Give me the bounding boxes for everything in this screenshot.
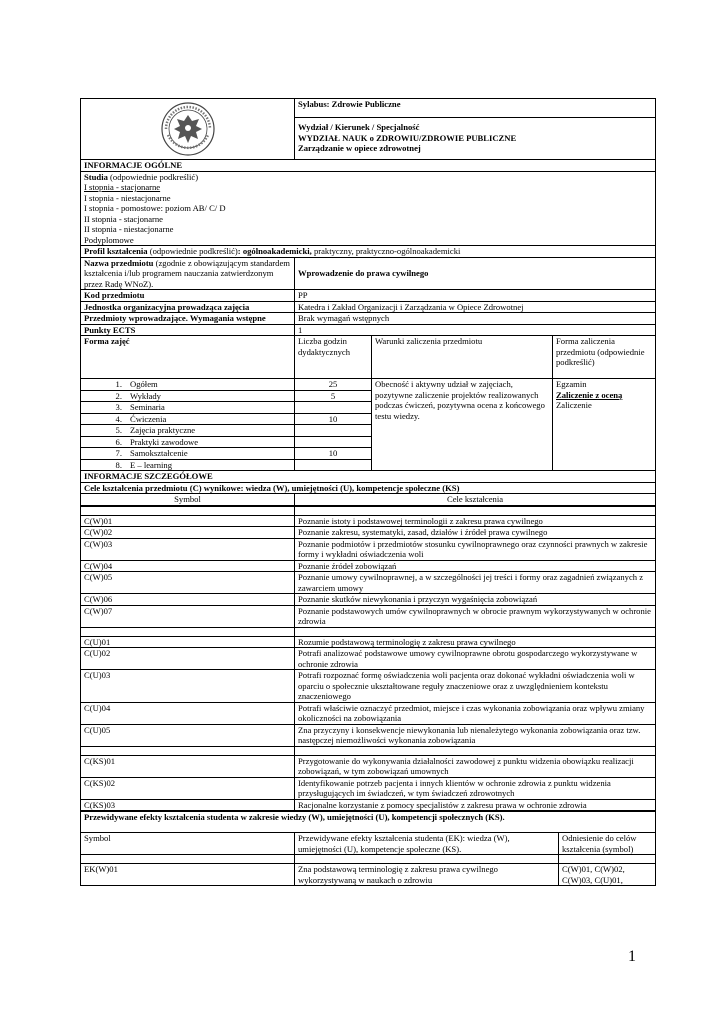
nazwa-note: (zgodnie z obowiązującym standardem kształcenia i/lub programem nauczania zatwierdzonym przez Radę WNoZ). (84, 257, 290, 289)
goal-symbol: C(U)04 (81, 702, 295, 724)
ects-value: 1 (295, 324, 656, 336)
goal-row (81, 648, 656, 670)
forma-label: Forma zajęć (81, 336, 295, 379)
forma-row-number: 3. (115, 402, 122, 412)
goal-text: Potrafi rozpoznać formę oświadczenia woli pacjenta oraz dokonać wykładni oświadczenia woli w oparciu o społecznie ukształtowane reguły znaczeniowe oraz z uwzględnieniem kontekstu znaczeniowego (295, 670, 656, 703)
syllabus-document (80, 98, 655, 886)
forma-row-hours: 10 (295, 448, 372, 460)
forma-row-name: Ćwiczenia (130, 413, 167, 424)
goal-symbol: C(W)07 (81, 605, 295, 627)
effects-table (80, 811, 656, 886)
kod-value: PP (295, 290, 656, 302)
wymagania-label: Przedmioty wprowadzające. Wymagania wstępne (81, 313, 295, 325)
goal-symbol: C(KS)02 (81, 777, 295, 799)
effects-desc-header: Przewidywane efekty kształcenia studenta (EK): wiedza (W), umiejętności (U), kompetencje społeczne (KS). (295, 833, 559, 855)
forma-row-number: 8. (115, 459, 122, 470)
forma-row-name: E – learning (130, 459, 172, 470)
goal-row (81, 605, 656, 627)
profil-rest: praktyczny, praktyczno-ogólnoakademicki (311, 246, 461, 256)
studia-option: II stopnia - stacjonarne (84, 213, 163, 224)
goal-symbol: C(W)02 (81, 527, 295, 539)
forma-row-name: Samokształcenie (130, 448, 188, 458)
kod-label: Kod przedmiotu (81, 290, 295, 302)
conditions-value: Obecność i aktywny udział w zajęciach, pozytywne zaliczenie projektów realizowanych podczas ćwiczeń, pozytywna ocena z końcowego testu wiedzy. (372, 379, 553, 471)
goal-row (81, 777, 656, 799)
goal-symbol: C(U)01 (81, 636, 295, 648)
goal-row (81, 560, 656, 572)
university-seal-logo (160, 101, 216, 157)
goal-text: Racjonalne korzystanie z pomocy specjalistów z zakresu prawa w ochronie zdrowia (295, 799, 656, 811)
forma-row-number: 1. (115, 379, 122, 389)
profil-sep: : (237, 246, 243, 256)
page-number: 1 (628, 948, 636, 965)
forma-row-name: Wykłady (130, 390, 161, 401)
forma-row (81, 436, 295, 448)
goal-symbol: C(U)02 (81, 648, 295, 670)
profil-selected: ogólnoakademicki, (242, 246, 312, 256)
goal-symbol: C(U)05 (81, 724, 295, 746)
goal-text: Poznanie podstawowych umów cywilnoprawnych w obrocie prawnym wykorzystywanych w ochronie zdrowia (295, 605, 656, 627)
goals-desc-header: Cele kształcenia (295, 494, 656, 506)
goal-text: Zna przyczyny i konsekwencje niewykonania lub nienależytego wykonania zobowiązania oraz tzw. następczej niemożliwości wykonania zobowiązania (295, 724, 656, 746)
forma-row-hours (295, 402, 372, 414)
studia-option: II stopnia - niestacjonarne (84, 224, 174, 234)
forma-row-hours (295, 425, 372, 437)
goal-text: Poznanie istoty i podstawowej terminologii z zakresu prawa cywilnego (295, 515, 656, 527)
jednostka-label: Jednostka organizacyjna prowadząca zajęcia (81, 301, 295, 313)
goals-symbol-header: Symbol (81, 494, 295, 506)
studia-note: (odpowiednie podkreślić) (107, 171, 199, 182)
logo-cell (81, 99, 295, 160)
wymagania-value: Brak wymagań wstępnych (295, 313, 656, 325)
goals-table (80, 506, 656, 812)
general-info-heading: INFORMACJE OGÓLNE (81, 160, 656, 172)
studia-option: Podyplomowe (84, 234, 134, 245)
effects-ref-header: Odniesienie do celów kształcenia (symbol) (559, 833, 656, 855)
goal-symbol: C(W)01 (81, 515, 295, 527)
studia-option: I stopnia - pomostowe: poziom AB/ C/ D (84, 203, 226, 213)
forma-row-number: 2. (115, 390, 122, 401)
faculty-label: Wydział / Kierunek / Specjalność (298, 122, 420, 132)
faculty-name: WYDZIAŁ NAUK o ZDROWIU/ZDROWIE PUBLICZNE (298, 132, 517, 143)
goal-row (81, 670, 656, 703)
goal-row (81, 594, 656, 606)
forma-row (81, 425, 295, 437)
goal-symbol: C(KS)01 (81, 755, 295, 777)
forma-row-name: Seminaria (130, 402, 165, 412)
goals-heading: Cele kształcenia przedmiotu (C) wynikowe: wiedza (W), umiejętności (U), kompetencje społeczne (KS) (81, 482, 656, 494)
header-row (81, 99, 656, 118)
goal-text: Poznanie skutków niewykonania i przyczyn wygaśnięcia zobowiązań (295, 594, 656, 606)
goal-symbol: C(W)03 (81, 538, 295, 560)
goal-text: Poznanie podmiotów i przedmiotów stosunku cywilnoprawnego oraz czynności prawnych w zakresie formy i wykładni oświadczenia woli (295, 538, 656, 560)
profil-label: Profil kształcenia (84, 246, 148, 256)
goal-symbol: C(W)05 (81, 572, 295, 594)
ects-label: Punkty ECTS (81, 324, 295, 336)
goal-row (81, 515, 656, 527)
forma-row-number: 5. (115, 425, 122, 435)
forma-row-hours: 5 (295, 390, 372, 402)
forma-row (81, 379, 295, 391)
blank-separator-row (81, 746, 656, 755)
goal-row (81, 636, 656, 648)
jednostka-value: Katedra i Zakład Organizacji i Zarządzania w Opiece Zdrowotnej (295, 301, 656, 313)
forma-row-name: Zajęcia praktyczne (130, 425, 196, 435)
forma-row (81, 448, 295, 460)
goal-row (81, 527, 656, 539)
goal-row (81, 572, 656, 594)
forma-row-number: 6. (115, 436, 122, 447)
course-name: Wprowadzenie do prawa cywilnego (295, 257, 656, 290)
form-options (553, 379, 656, 471)
form-egzamin: Egzamin (556, 379, 587, 389)
forma-row-number: 7. (115, 448, 122, 458)
goal-text: Poznanie umowy cywilnoprawnej, a w szczególności jej treści i formy oraz zagadnień związanych z zawarciem umowy (295, 572, 656, 594)
goal-symbol: C(W)06 (81, 594, 295, 606)
goal-symbol: C(U)03 (81, 670, 295, 703)
goal-text: Rozumie podstawową terminologię z zakresu prawa cywilnego (295, 636, 656, 648)
effect-symbol: EK(W)01 (81, 864, 295, 886)
faculty-cell (295, 118, 656, 160)
effects-heading: Przewidywane efekty kształcenia studenta w zakresie wiedzy (W), umiejętności (U), kompetencji społecznych (KS). (81, 812, 656, 833)
forma-row-hours (295, 459, 372, 471)
details-heading: INFORMACJE SZCZEGÓŁOWE (81, 471, 656, 483)
profil-note: (odpowiednie podkreślić) (147, 246, 238, 256)
forma-row-name: Ogółem (130, 379, 158, 389)
effect-row (81, 864, 656, 886)
goal-row (81, 799, 656, 811)
goal-text: Potrafi właściwie oznaczyć przedmiot, miejsce i czas wykonania zobowiązania oraz wpływu zmiany okoliczności na zobowiązania (295, 702, 656, 724)
goal-text: Identyfikowanie potrzeb pacjenta i innych klientów w ochronie zdrowia z punktu widzenia przysługujących im świadczeń, w tym świadczeń zdrowotnych (295, 777, 656, 799)
goal-text: Potrafi analizować podstawowe umowy cywilnoprawne obrotu gospodarczego wykorzystywane w ochronie zdrowia (295, 648, 656, 670)
forma-row (81, 402, 295, 414)
effect-reference: C(W)01, C(W)02, C(W)03, C(U)01, (559, 864, 656, 886)
forma-row-hours: 25 (295, 379, 372, 391)
syllabus-table (80, 98, 656, 506)
syllabus-title: Sylabus: Zdrowie Publiczne (295, 99, 656, 118)
effect-text: Zna podstawową terminologię z zakresu prawa cywilnego wykorzystywaną w naukach o zdrowiu (295, 864, 559, 886)
studia-option: I stopnia - niestacjonarne (84, 192, 171, 203)
goal-symbol: C(KS)03 (81, 799, 295, 811)
forma-row-number: 4. (115, 413, 122, 424)
goal-text: Poznanie zakresu, systematyki, zasad, działów i źródeł prawa cywilnego (295, 527, 656, 539)
goal-symbol: C(W)04 (81, 560, 295, 572)
forma-row-hours (295, 436, 372, 448)
studia-label: Studia (84, 171, 108, 182)
blank-separator-row (81, 506, 656, 515)
goal-row (81, 538, 656, 560)
forma-row (81, 459, 295, 471)
forma-row-name: Praktyki zawodowe (130, 436, 199, 447)
form-header: Forma zaliczenia przedmiotu (odpowiednie podkreślić) (553, 336, 656, 379)
blank-separator-row (81, 627, 656, 636)
studia-cell (81, 171, 656, 246)
nazwa-label: Nazwa przedmiotu (84, 257, 154, 268)
specialization-name: Zarządzanie w opiece zdrowotnej (298, 143, 421, 153)
hours-header: Liczba godzin dydaktycznych (295, 336, 372, 379)
nazwa-label-cell (81, 257, 295, 290)
form-zaliczenie: Zaliczenie (556, 400, 592, 410)
effects-symbol-header: Symbol (81, 833, 295, 855)
goal-row (81, 724, 656, 746)
conditions-header: Warunki zaliczenia przedmiotu (372, 336, 553, 379)
goal-row (81, 755, 656, 777)
studia-option: I stopnia - stacjonarne (84, 182, 161, 192)
form-zaliczenie-z-ocena: Zaliczenie z oceną (556, 389, 623, 400)
goal-row (81, 702, 656, 724)
profil-cell (81, 246, 656, 258)
goal-text: Przygotowanie do wykonywania działalności zawodowej z punktu widzenia obowiązku realizacji zobowiązań, w tym zobowiązań umownych (295, 755, 656, 777)
forma-row (81, 413, 295, 425)
goal-text: Poznanie źródeł zobowiązań (295, 560, 656, 572)
forma-row-hours: 10 (295, 413, 372, 425)
forma-row (81, 390, 295, 402)
